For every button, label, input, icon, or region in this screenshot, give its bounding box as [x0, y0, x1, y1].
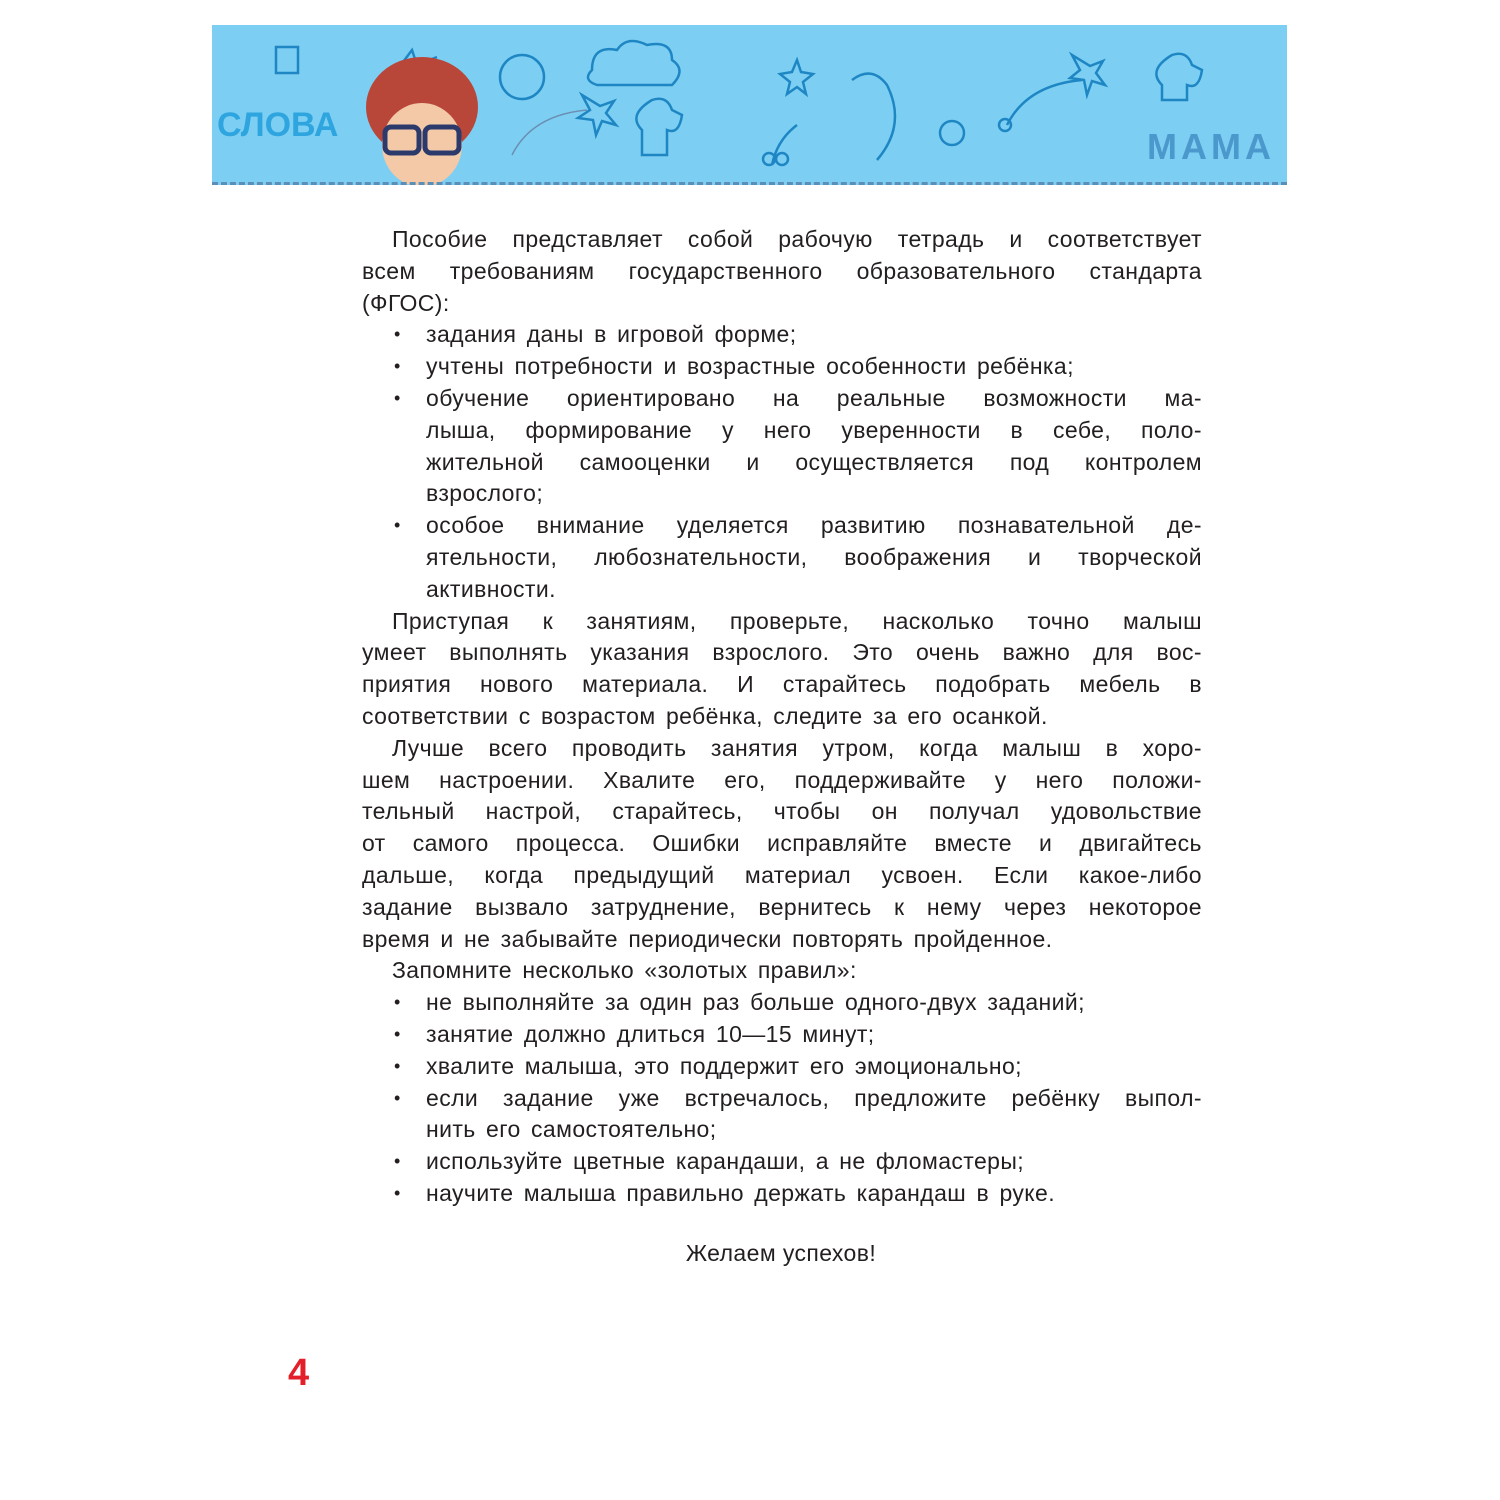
banner-doodle-word — [217, 105, 338, 145]
text-line: всем требованиям государственного образовательного стандарта — [362, 257, 1202, 284]
banner-doodle-mama: МАМА — [1147, 126, 1275, 167]
text-line: тельный настрой, старайтесь, чтобы он получал удовольствие — [362, 798, 1202, 825]
bullet-item — [362, 383, 1202, 510]
text-line: время и не забывайте периодически повторять пройденное. — [362, 925, 1053, 952]
text-line: умеет выполнять указания взрослого. Это очень важно для вос- — [362, 639, 1202, 666]
header-banner — [212, 25, 1287, 185]
text-line: • хвалите малыша, это поддержит его эмоционально; — [362, 1051, 1202, 1083]
text-line: • учтены потребности и возрастные особенности ребёнка; — [362, 351, 1202, 383]
text-line: шем настроении. Хвалите его, поддерживайте у него положи- — [362, 766, 1202, 793]
bullet-item — [362, 1051, 1202, 1083]
paragraph — [362, 606, 1202, 733]
text-line: жительной самооценки и осуществляется под контролем — [426, 448, 1202, 475]
text-line: активности. — [426, 575, 556, 602]
text-line: • занятие должно длиться 10—15 минут; — [362, 1019, 1202, 1051]
text-line: • используйте цветные карандаши, а не фломастеры; — [362, 1146, 1202, 1178]
bullet-item — [362, 510, 1202, 605]
page-number: 4 — [288, 1352, 310, 1394]
bullet-item — [362, 987, 1202, 1019]
text-line: • особое внимание уделяется развитию познавательной де- — [362, 510, 1202, 542]
text-line: дальше, когда предыдущий материал усвоен. Если какое-либо — [362, 861, 1202, 888]
bullet-item — [362, 1178, 1202, 1210]
text-line: нить его самостоятельно; — [426, 1116, 717, 1143]
text-line: лыша, формирование у него уверенности в себе, поло- — [426, 416, 1202, 443]
text-line: задание вызвало затруднение, вернитесь к нему через некоторое — [362, 893, 1202, 920]
text-line: • если задание уже встречалось, предложите ребёнку выпол- — [362, 1083, 1202, 1115]
bullet-item — [362, 1019, 1202, 1051]
text-line: • задания даны в игровой форме; — [362, 319, 1202, 351]
text-line: • научите малыша правильно держать карандаш в руке. — [362, 1178, 1202, 1210]
boy-character-illustration — [357, 45, 487, 185]
text-line: Запомните несколько «золотых правил»: — [392, 957, 857, 984]
text-line: соответствии с возрастом ребёнка, следите за его осанкой. — [362, 702, 1048, 729]
paragraph — [362, 733, 1202, 956]
bullet-item — [362, 351, 1202, 383]
text-line: приятия нового материала. И старайтесь подобрать мебель в — [362, 671, 1202, 698]
text-line: взрослого; — [426, 480, 544, 507]
text-line: • не выполняйте за один раз больше одного-двух заданий; — [362, 987, 1202, 1019]
banner-word-left: СЛОВА — [217, 106, 339, 144]
body-text — [362, 224, 1202, 1210]
text-line: Приступая к занятиям, проверьте, насколько точно малыш — [392, 607, 1202, 634]
text-line: Пособие представляет собой рабочую тетрадь и соответствует — [392, 226, 1202, 252]
bullet-item — [362, 1146, 1202, 1178]
bullet-item — [362, 319, 1202, 351]
paragraph — [362, 224, 1202, 319]
text-line: • обучение ориентировано на реальные возможности ма- — [362, 383, 1202, 415]
paragraph — [362, 955, 1202, 987]
text-line: Лучше всего проводить занятия утром, когда малыш в хоро- — [392, 734, 1202, 761]
text-line: (ФГОС): — [362, 289, 450, 316]
text-line: от самого процесса. Ошибки исправляйте вместе и двигайтесь — [362, 830, 1202, 857]
bullet-item — [362, 1083, 1202, 1147]
text-line: ятельности, любознательности, воображения и творческой — [426, 543, 1202, 570]
banner-dashed-border — [212, 182, 1287, 185]
closing-wish: Желаем успехов! — [685, 1240, 877, 1266]
